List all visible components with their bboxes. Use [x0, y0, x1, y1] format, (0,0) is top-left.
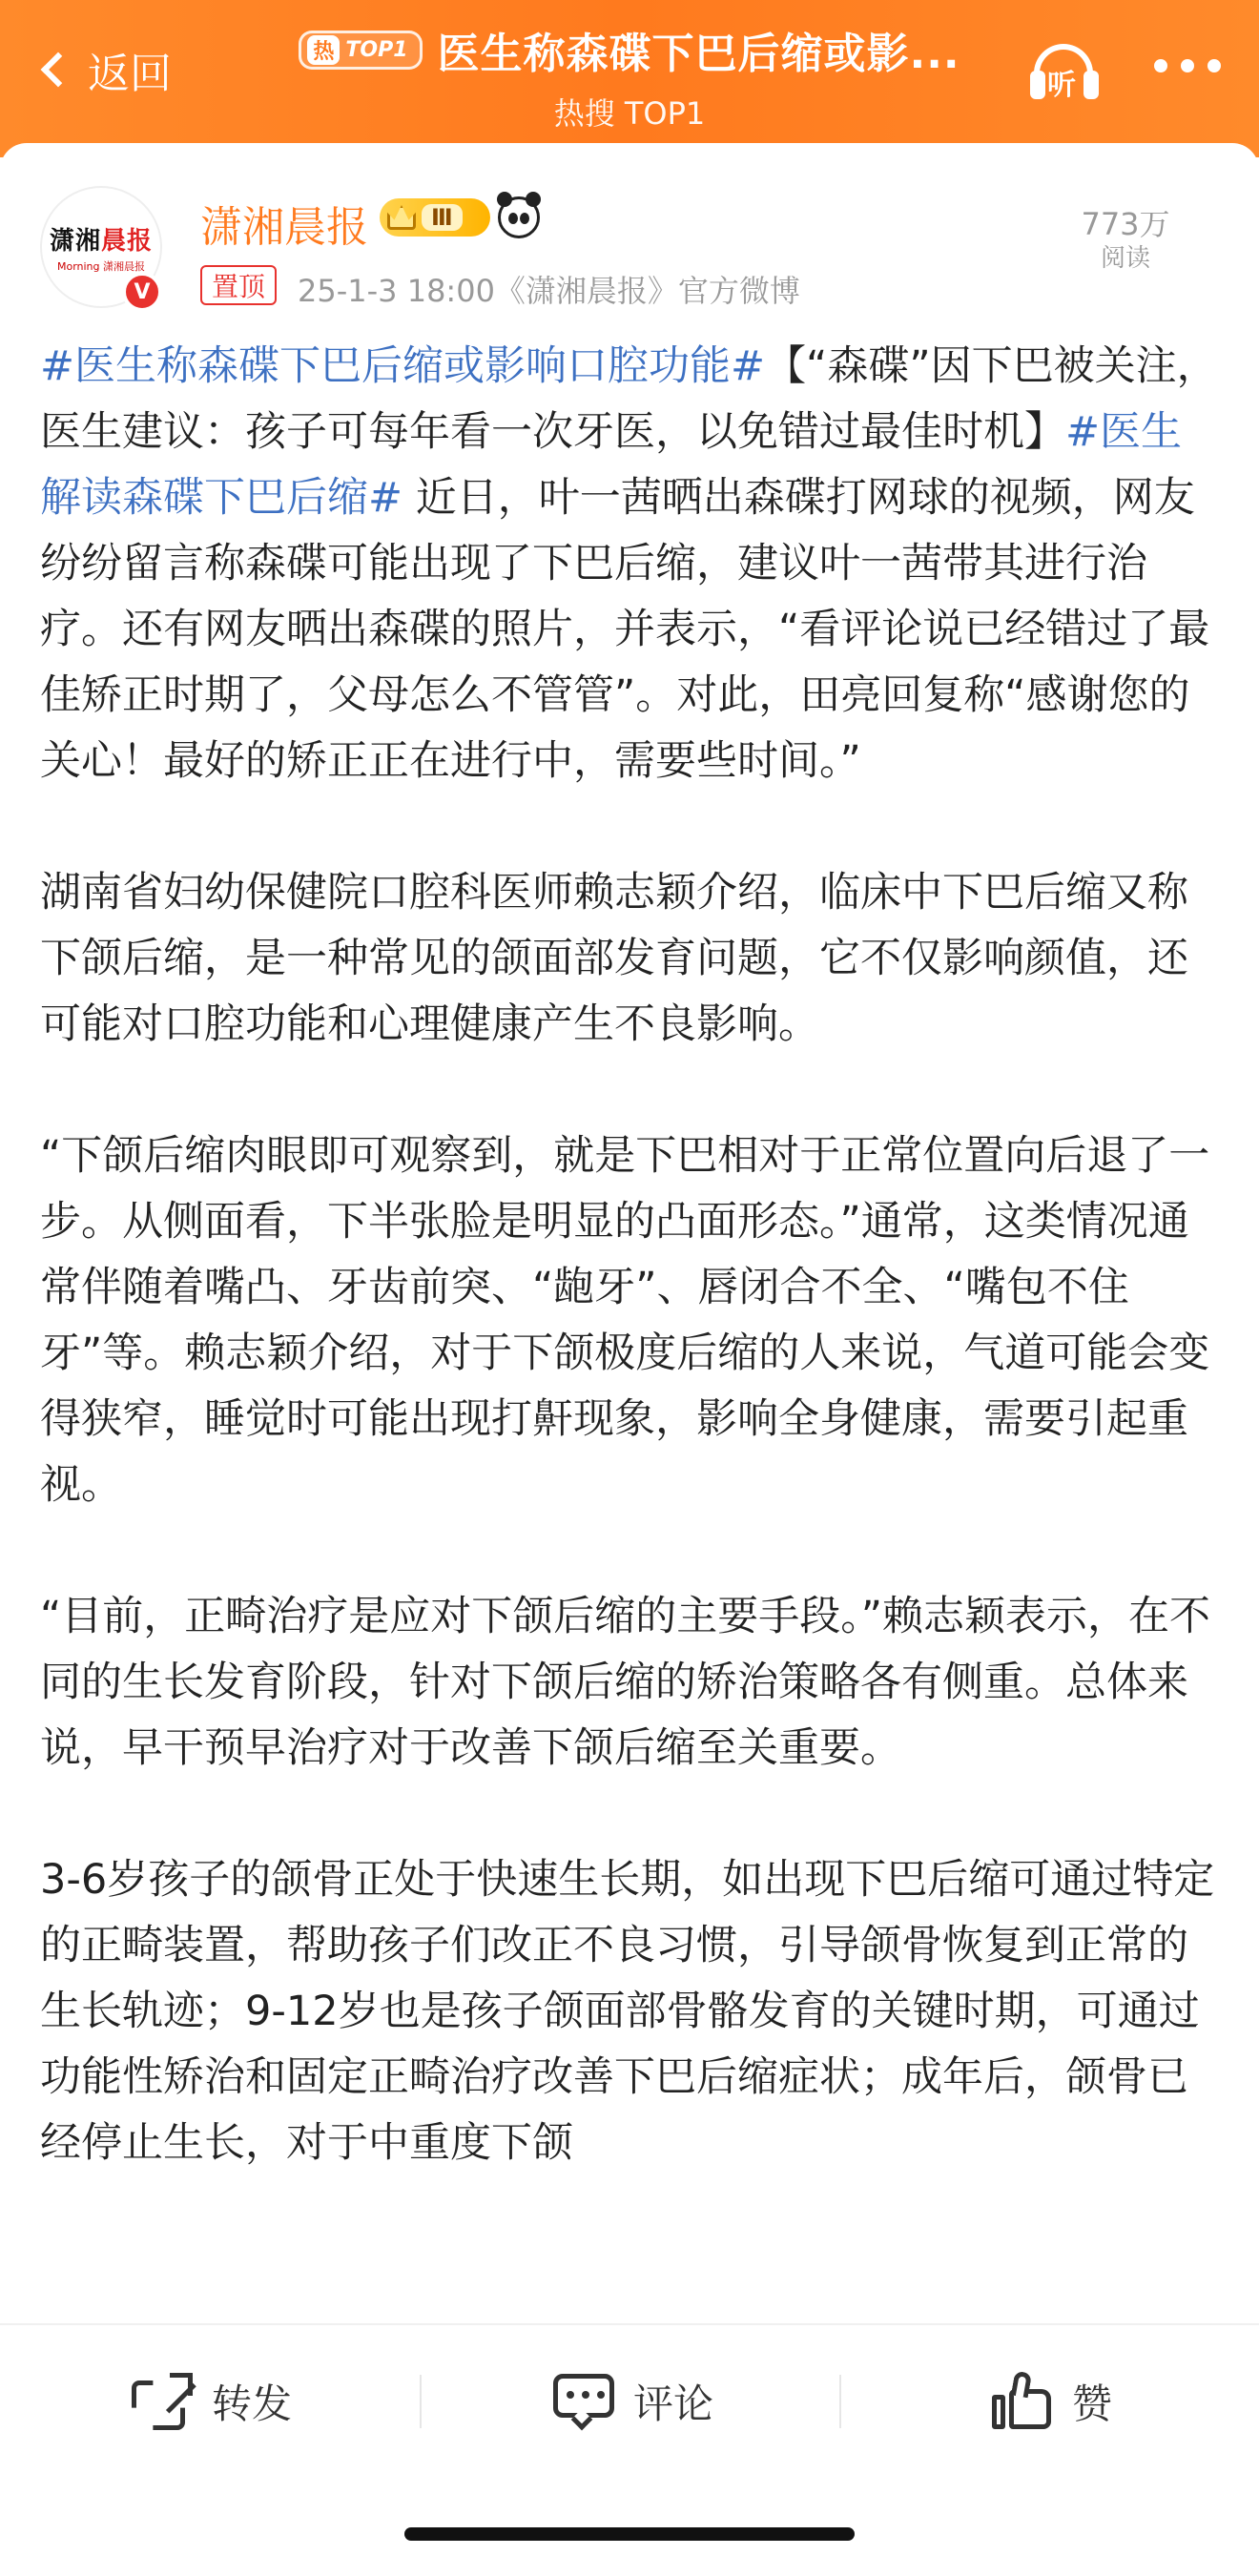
listen-label: 听: [1047, 69, 1076, 102]
comment-icon-dots: [567, 2391, 605, 2399]
share-icon-arrowhead: [170, 2373, 193, 2396]
share-icon: [132, 2373, 193, 2430]
top-header: [0, 0, 1259, 157]
comment-button[interactable]: [553, 2363, 713, 2440]
panda-icon: [498, 196, 540, 238]
avatar-logo-text-b: 晨报: [101, 226, 154, 256]
more-dot-icon: [1207, 59, 1221, 72]
post-text: 【“森碟”因下巴被关注，医生建议：孩子可每年看一次牙医，以免错过最佳时机】: [40, 342, 1218, 456]
author-name[interactable]: 潇湘晨报: [200, 203, 368, 252]
page-subtitle: 热搜 TOP1: [553, 95, 706, 132]
crown-icon: [387, 205, 416, 230]
pinned-badge: 置顶: [200, 265, 277, 305]
headphones-ear-right: [1084, 71, 1099, 99]
more-options-button[interactable]: [1154, 59, 1221, 72]
member-level-badge[interactable]: [380, 198, 490, 237]
more-dot-icon: [1154, 59, 1167, 72]
post-paragraph: 湖南省妇幼保健院口腔科医师赖志颖介绍，临床中下巴后缩又称下颌后缩，是一种常见的颌面部发育问题，它不仅影响颜值，还可能对口腔功能和心理健康产生不良影响。: [40, 869, 1188, 1048]
hot-search-badge: [299, 31, 422, 70]
divider: [839, 2375, 841, 2428]
avatar-logo: [50, 221, 153, 257]
headphones-ear-left: [1030, 71, 1045, 99]
thumbs-up-icon: [992, 2372, 1053, 2431]
home-indicator[interactable]: [404, 2527, 855, 2541]
panda-eye: [520, 213, 529, 224]
verified-icon: V: [122, 272, 162, 312]
thumbs-up-cuff: [992, 2395, 1005, 2429]
post-paragraph: “目前，正畸治疗是应对下颌后缩的主要手段。”赖志颖表示，在不同的生长发育阶段，针对下颌后缩的矫治策略各有侧重。总体来说，早干预早治疗对于改善下颌后缩至关重要。: [40, 1593, 1211, 1772]
post-paragraph: 3-6岁孩子的颌骨正处于快速生长期，如出现下巴后缩可通过特定的正畸装置，帮助孩子们改正不良习惯，引导颌骨恢复到正常的生长轨迹；9-12岁也是孩子颌面部骨骼发育的关键时期，可通过功能性矫治和固定正畸治疗改善下巴后缩症状；成年后，颌骨已经停止生长，对于中重度下颌: [40, 1856, 1215, 2167]
page-title: 医生称森碟下巴后缩或影...: [437, 30, 960, 78]
listen-button[interactable]: [1028, 38, 1103, 105]
repost-button[interactable]: [132, 2363, 292, 2440]
avatar-logo-text-a: 潇湘: [49, 226, 101, 256]
hot-badge-char: 热: [307, 35, 340, 65]
comment-icon: [553, 2374, 614, 2429]
post-meta: 25-1-3 18:00《潇湘晨报》官方微博: [298, 273, 800, 309]
post-paragraph: “下颌后缩肉眼即可观察到，就是下巴相对于正常位置向后退了一步。从侧面看，下半张脸是明显的凸面形态。”通常，这类情况通常伴随着嘴凸、牙齿前突、“龅牙”、唇闭合不全、“嘴包不住牙”等。赖志颖介绍，对于下颌极度后缩的人来说，气道可能会变得狭窄，睡觉时可能出现打鼾现象，影响全身健康，需要引起重视。: [40, 1132, 1210, 1509]
like-button[interactable]: [992, 2363, 1112, 2440]
post-card: [0, 143, 1259, 2576]
panda-eye: [508, 213, 518, 224]
post-body: [40, 334, 1223, 2242]
comment-label: 评论: [633, 2380, 714, 2427]
level-label: Ⅲ: [422, 204, 463, 231]
post-paragraph: [40, 334, 1223, 794]
bottom-action-bar: [0, 2323, 1259, 2576]
more-dot-icon: [1181, 59, 1194, 72]
back-label: 返回: [88, 50, 172, 98]
view-count-label: 阅读: [1100, 244, 1150, 273]
like-label: 赞: [1072, 2380, 1113, 2427]
repost-label: 转发: [212, 2380, 293, 2427]
post-text: 近日，叶一茜晒出森碟打网球的视频，网友纷纷留言称森碟可能出现了下巴后缩，建议叶一茜带其进行治疗。还有网友晒出森碟的照片，并表示，“看评论说已经错过了最佳矫正时期了，父母怎么不管管”。对此，田亮回复称“感谢您的关心！最好的矫正正在进行中，需要些时间。”: [40, 474, 1210, 785]
divider: [420, 2375, 422, 2428]
hashtag-link[interactable]: #医生解读森碟下巴后缩#: [40, 408, 1183, 522]
view-count: 773万: [1081, 206, 1170, 242]
hot-badge-text: TOP1: [345, 37, 408, 62]
hashtag-link[interactable]: #医生称森碟下巴后缩或影响口腔功能#: [40, 342, 766, 390]
avatar-logo-sub: Morning 潇湘晨报: [56, 259, 146, 273]
